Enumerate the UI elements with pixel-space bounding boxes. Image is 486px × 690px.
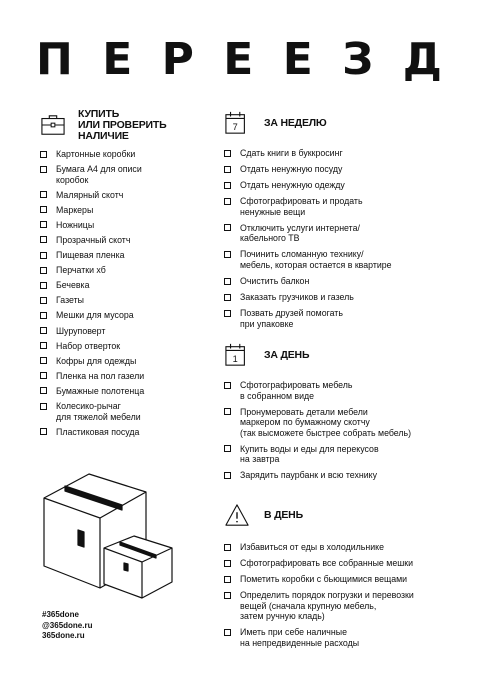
title-letter: Р xyxy=(161,34,194,85)
moving-day-section xyxy=(224,500,470,654)
checklist-item-text xyxy=(240,148,470,159)
checklist-item-text xyxy=(240,380,470,401)
checklist-item-line: на непредвиденные расходы xyxy=(240,637,360,648)
checkbox[interactable] xyxy=(224,592,231,599)
checklist-item-line: на завтра xyxy=(240,454,280,465)
checklist-item-text xyxy=(240,276,470,287)
checklist-item-text xyxy=(240,444,470,465)
checklist-item-line: ненужные вещи xyxy=(240,206,306,217)
day-section xyxy=(224,340,470,486)
checklist-item-text xyxy=(56,371,212,382)
checklist-item xyxy=(40,295,212,306)
checklist-item-line: Набор отверток xyxy=(56,340,121,351)
checklist-item xyxy=(40,371,212,382)
checklist-item-text xyxy=(56,190,212,201)
checkbox[interactable] xyxy=(40,236,47,243)
checklist-item xyxy=(40,149,212,160)
page-title xyxy=(0,34,486,86)
checklist-item-line: (так высможете быстрее собрать мебель) xyxy=(240,427,412,438)
checklist-item xyxy=(224,574,470,585)
checklist-item-text xyxy=(56,250,212,261)
checklist-item-text xyxy=(240,308,470,329)
checkbox[interactable] xyxy=(40,357,47,364)
checklist-item xyxy=(40,190,212,201)
checklist-item xyxy=(40,250,212,261)
checklist-item-line: Заказать грузчиков и газель xyxy=(240,292,354,303)
checkbox[interactable] xyxy=(224,544,231,551)
checklist-item-line: Бумажные полотенца xyxy=(56,385,145,396)
checkbox[interactable] xyxy=(224,408,231,415)
checklist-item-text xyxy=(56,386,212,397)
checklist-item-line: при упаковке xyxy=(240,318,294,329)
calendar-7-icon xyxy=(224,111,250,135)
checkbox[interactable] xyxy=(224,310,231,317)
checklist-item-line: Отдать ненужную одежду xyxy=(240,180,345,191)
checklist-item-text xyxy=(240,407,470,439)
checklist-item-line: кабельного ТВ xyxy=(240,233,300,244)
checklist-item xyxy=(40,427,212,438)
checklist-item-line: Отдать ненужную посуду xyxy=(240,164,343,175)
checkbox[interactable] xyxy=(224,150,231,157)
checklist-item-text xyxy=(240,196,470,217)
week-section-header xyxy=(224,108,470,138)
checklist-item-line: Сдать книги в буккросинг xyxy=(240,148,343,158)
checklist-item xyxy=(224,276,470,287)
social-handle: @365done.ru xyxy=(42,620,93,630)
checklist-item-line: Перчатки хб xyxy=(56,265,106,276)
checkbox[interactable] xyxy=(224,166,231,173)
checklist-item-text xyxy=(56,164,212,185)
checkbox[interactable] xyxy=(224,278,231,285)
buy-section-header xyxy=(40,108,212,142)
checklist-item xyxy=(224,380,470,401)
checklist-item-line: затем ручную кладь) xyxy=(240,611,325,622)
checklist-item-line: Пометить коробки с бьющимися вещами xyxy=(240,574,408,585)
checklist-item-text xyxy=(240,223,470,244)
checklist-item-line: Иметь при себе наличные xyxy=(240,627,347,638)
title-letter: Д xyxy=(402,34,442,85)
briefcase-icon xyxy=(40,113,66,137)
checkbox[interactable] xyxy=(40,403,47,410)
checkbox[interactable] xyxy=(40,282,47,289)
checklist-item-line: Купить воды и еды для перекусов xyxy=(240,443,379,454)
checklist-item-line: Газеты xyxy=(56,295,84,306)
week-section-title: ЗА НЕДЕЛЮ xyxy=(264,116,327,129)
checkbox[interactable] xyxy=(40,267,47,274)
checklist-item-text xyxy=(240,542,470,553)
checklist-item xyxy=(40,265,212,276)
checklist-item xyxy=(40,235,212,246)
checklist-item-line: Сфотографировать мебель xyxy=(240,380,353,390)
checklist-item xyxy=(224,542,470,553)
website-link[interactable]: 365done.ru xyxy=(42,631,85,640)
checklist-item-text xyxy=(56,341,212,352)
checklist-item-line: Зарядить паурбанк и всю технику xyxy=(240,470,378,481)
checkbox[interactable] xyxy=(40,387,47,394)
footer-links xyxy=(42,610,92,642)
checklist-item-line: Кофры для одежды xyxy=(56,355,137,366)
checklist-item-text xyxy=(56,356,212,367)
checklist-item-line: Определить порядок погрузки и перевозки xyxy=(240,590,414,601)
day-list xyxy=(224,380,470,481)
checklist-item-line: Отключить услуги интернета/ xyxy=(240,222,360,233)
checklist-item-line: Малярный скотч xyxy=(56,189,124,200)
checklist-item xyxy=(40,220,212,231)
checklist-item-line: Маркеры xyxy=(56,204,94,215)
title-letter: З xyxy=(342,34,374,85)
checklist-item xyxy=(224,407,470,439)
checklist-item-text xyxy=(240,470,470,481)
checklist-item-text xyxy=(56,149,212,160)
moving-day-section-header xyxy=(224,500,470,530)
checklist-item-line: Сфотографировать все собранные мешки xyxy=(240,558,414,569)
checklist-item-text xyxy=(56,295,212,306)
checkbox[interactable] xyxy=(40,191,47,198)
checklist-item-text xyxy=(56,401,212,422)
checklist-item-text xyxy=(240,164,470,175)
week-section xyxy=(224,108,470,335)
checklist-item xyxy=(40,401,212,422)
checkbox[interactable] xyxy=(40,221,47,228)
checklist-item-line: вещей (сначала крупную мебель, xyxy=(240,600,377,611)
checklist-item xyxy=(224,196,470,217)
checklist-item-text xyxy=(240,249,470,270)
checklist-item-line: Пищевая пленка xyxy=(56,250,125,261)
checkbox[interactable] xyxy=(40,166,47,173)
checklist-item-line: Картонные коробки xyxy=(56,149,136,159)
checklist-item-line: коробок xyxy=(56,174,89,185)
checklist-item-line: Ножницы xyxy=(56,219,95,230)
warning-icon xyxy=(224,503,250,527)
checklist-item xyxy=(40,326,212,337)
checklist-item-text xyxy=(56,235,212,246)
checkbox[interactable] xyxy=(224,576,231,583)
checkbox[interactable] xyxy=(40,327,47,334)
checklist-item-line: Избавиться от еды в холодильнике xyxy=(240,542,384,552)
checklist-item-line: Прозрачный скотч xyxy=(56,234,131,245)
checklist-item-text xyxy=(240,627,470,648)
checkbox[interactable] xyxy=(224,294,231,301)
checklist-item xyxy=(40,280,212,291)
checklist-item xyxy=(224,223,470,244)
title-letter: Е xyxy=(223,34,254,85)
checklist-item-text xyxy=(240,558,470,569)
checklist-item-text xyxy=(56,205,212,216)
checklist-item-line: мебель, которая остается в квартире xyxy=(240,259,392,270)
checklist-item-text xyxy=(56,280,212,291)
checkbox[interactable] xyxy=(224,472,231,479)
checklist-item xyxy=(224,164,470,175)
checklist-item-line: для тяжелой мебели xyxy=(56,411,141,422)
checklist-item xyxy=(224,627,470,648)
hashtag: #365done xyxy=(42,610,79,619)
checkbox[interactable] xyxy=(224,560,231,567)
checkbox[interactable] xyxy=(224,198,231,205)
checklist-item-line: Бечевка xyxy=(56,280,90,291)
checkbox[interactable] xyxy=(40,312,47,319)
checkbox[interactable] xyxy=(40,252,47,259)
checklist-item xyxy=(40,164,212,185)
checklist-item-line: Очистить балкон xyxy=(240,276,310,287)
checklist-item-line: Позвать друзей помогать xyxy=(240,308,343,319)
checklist-item xyxy=(224,470,470,481)
checklist-item-text xyxy=(56,265,212,276)
checkbox[interactable] xyxy=(224,224,231,231)
checklist-item xyxy=(224,292,470,303)
week-list xyxy=(224,148,470,329)
moving-day-section-title: В ДЕНЬ xyxy=(264,508,303,521)
checklist-item-line: Пронумеровать детали мебели xyxy=(240,406,368,417)
checklist-item-text xyxy=(56,326,212,337)
checklist-item xyxy=(224,249,470,270)
moving-day-list xyxy=(224,542,470,648)
checklist-item-text xyxy=(56,310,212,321)
svg-text:1: 1 xyxy=(232,353,238,364)
checkbox[interactable] xyxy=(224,445,231,452)
checkbox[interactable] xyxy=(224,182,231,189)
checklist-item-line: Пленка на пол газели xyxy=(56,370,145,381)
cardboard-boxes-illustration xyxy=(34,470,184,600)
checklist-item xyxy=(224,148,470,159)
checklist-item-text xyxy=(240,180,470,191)
checklist-item xyxy=(40,386,212,397)
title-letter: Е xyxy=(102,34,133,85)
checklist-item xyxy=(224,180,470,191)
checklist-item xyxy=(40,356,212,367)
checkbox[interactable] xyxy=(40,428,47,435)
svg-text:7: 7 xyxy=(232,121,238,132)
checklist-item xyxy=(224,590,470,622)
checklist-item-text xyxy=(240,590,470,622)
checklist-item-line: в собранном виде xyxy=(240,390,315,401)
checkbox[interactable] xyxy=(224,382,231,389)
title-letter: Е xyxy=(282,34,313,85)
checkbox[interactable] xyxy=(40,342,47,349)
checklist-item xyxy=(40,310,212,321)
checkbox[interactable] xyxy=(224,251,231,258)
checklist-item xyxy=(224,444,470,465)
checklist-item-line: Починить сломанную технику/ xyxy=(240,249,364,260)
checklist-item xyxy=(224,558,470,569)
checklist-item xyxy=(40,341,212,352)
checklist-item-text xyxy=(240,574,470,585)
title-letter: П xyxy=(36,34,73,85)
buy-section xyxy=(40,108,212,442)
checklist-item xyxy=(40,205,212,216)
checkbox[interactable] xyxy=(40,151,47,158)
checkbox[interactable] xyxy=(40,206,47,213)
buy-list xyxy=(40,149,212,437)
checklist-item-line: Шуруповерт xyxy=(56,325,106,336)
buy-section-title: КУПИТЬ ИЛИ ПРОВЕРИТЬ НАЛИЧИЕ xyxy=(78,107,167,142)
day-section-header xyxy=(224,340,470,370)
day-section-title: ЗА ДЕНЬ xyxy=(264,348,310,361)
checklist-item-line: Колесико-рычаг xyxy=(56,401,121,411)
checklist-item-text xyxy=(240,292,470,303)
calendar-1-icon xyxy=(224,343,250,367)
checkbox[interactable] xyxy=(40,297,47,304)
checklist-item-line: маркером по бумажному скотчу xyxy=(240,417,370,428)
checklist-item-text xyxy=(56,220,212,231)
checklist-item-line: Сфотографировать и продать xyxy=(240,196,363,207)
checklist-item-line: Бумага А4 для описи xyxy=(56,164,142,175)
checklist-item-line: Пластиковая посуда xyxy=(56,426,140,437)
checklist-item xyxy=(224,308,470,329)
checklist-item-line: Мешки для мусора xyxy=(56,310,134,321)
checklist-item-text xyxy=(56,427,212,438)
checkbox[interactable] xyxy=(224,629,231,636)
checkbox[interactable] xyxy=(40,372,47,379)
